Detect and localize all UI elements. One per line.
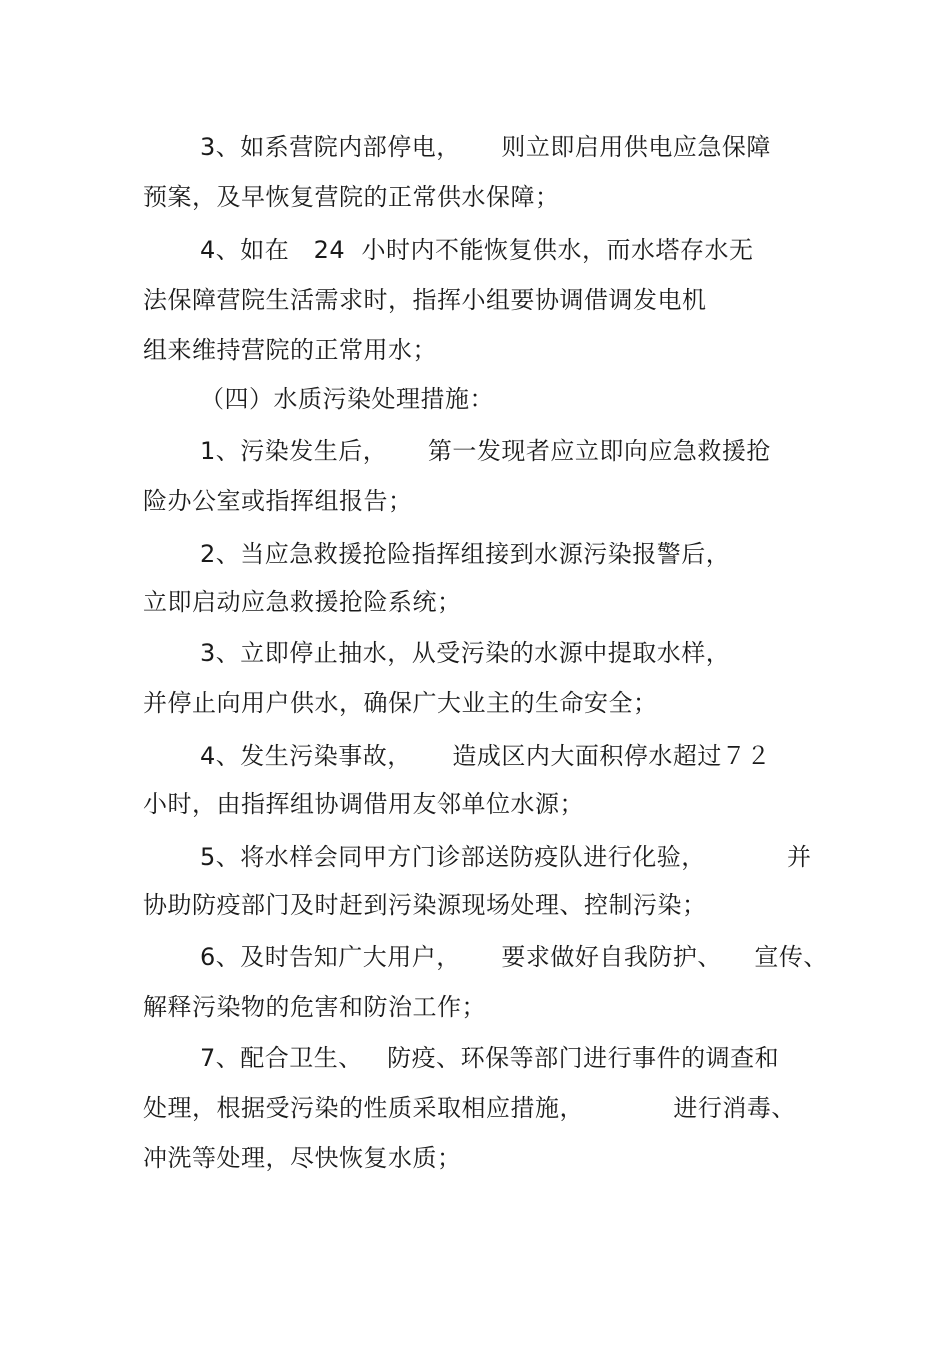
paragraph-line: 4、发生污染事故， 造成区内大面积停水超过７２	[200, 742, 771, 770]
paragraph-line: 5、将水样会同甲方门诊部送防疫队进行化验， 并	[200, 843, 812, 871]
paragraph-line: 3、立即停止抽水，从受污染的水源中提取水样，	[200, 639, 731, 667]
paragraph-line: 预案，及早恢复营院的正常供水保障；	[143, 183, 560, 211]
paragraph-line: 1、污染发生后， 第一发现者应立即向应急救援抢	[200, 437, 771, 465]
paragraph-line: 并停止向用户供水，确保广大业主的生命安全；	[143, 689, 658, 717]
paragraph-line: 法保障营院生活需求时，指挥小组要协调借调发电机	[143, 286, 707, 314]
paragraph-line: 3、如系营院内部停电， 则立即启用供电应急保障	[200, 133, 771, 161]
section-heading: （四）水质污染处理措施：	[200, 385, 494, 413]
paragraph-line: 解释污染物的危害和防治工作；	[143, 993, 486, 1021]
paragraph-line: 7、配合卫生、 防疫、环保等部门进行事件的调查和	[200, 1044, 780, 1072]
paragraph-line: 2、当应急救援抢险指挥组接到水源污染报警后，	[200, 540, 731, 568]
paragraph-line: 组来维持营院的正常用水；	[143, 336, 437, 364]
paragraph-line: 险办公室或指挥组报告；	[143, 487, 413, 515]
paragraph-line: 4、如在 24 小时内不能恢复供水，而水塔存水无	[200, 236, 754, 264]
paragraph-line: 协助防疫部门及时赶到污染源现场处理、控制污染；	[143, 891, 707, 919]
paragraph-line: 冲洗等处理，尽快恢复水质；	[143, 1144, 462, 1172]
paragraph-line: 6、及时告知广大用户， 要求做好自我防护、 宣传、	[200, 943, 828, 971]
paragraph-line: 小时，由指挥组协调借用友邻单位水源；	[143, 790, 584, 818]
paragraph-line: 立即启动应急救援抢险系统；	[143, 588, 462, 616]
paragraph-line: 处理，根据受污染的性质采取相应措施， 进行消毒、	[143, 1094, 796, 1122]
